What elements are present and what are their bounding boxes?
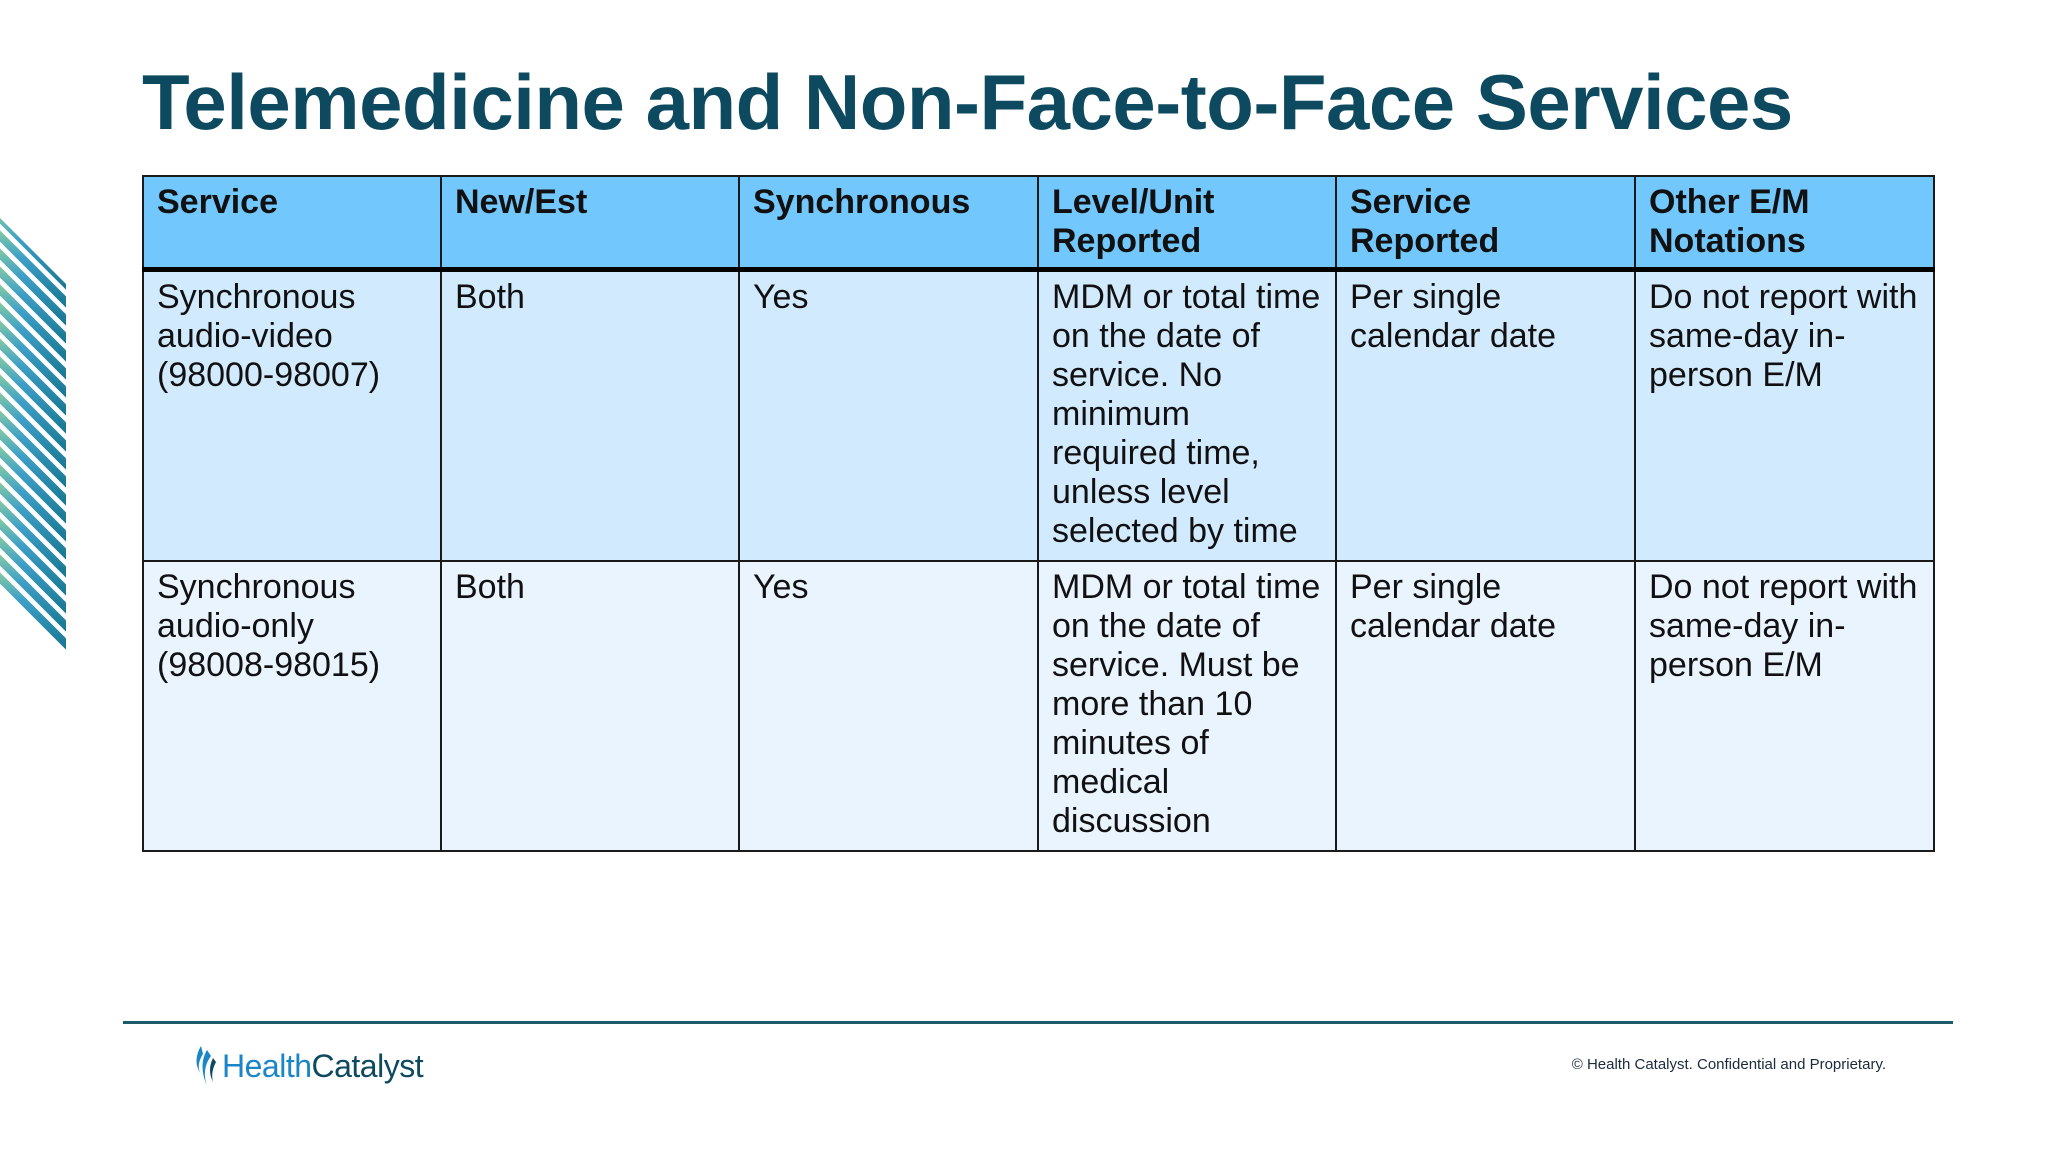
- copyright-notice: © Health Catalyst. Confidential and Proprietary.: [1571, 1056, 1886, 1073]
- cell-synchronous: Yes: [739, 561, 1038, 851]
- header-synchronous: Synchronous: [739, 176, 1038, 270]
- cell-service-reported: Per single calendar date: [1336, 561, 1635, 851]
- header-level-unit-reported: Level/Unit Reported: [1038, 176, 1336, 270]
- header-other-em-notations: Other E/M Notations: [1635, 176, 1934, 270]
- cell-other-em: Do not report with same-day in-person E/M: [1635, 561, 1934, 851]
- cell-other-em: Do not report with same-day in-person E/M: [1635, 270, 1934, 562]
- cell-service: Synchronous audio-only (98008-98015): [143, 561, 441, 851]
- footer-divider: [123, 1021, 1953, 1024]
- header-service: Service: [143, 176, 441, 270]
- header-new-est: New/Est: [441, 176, 739, 270]
- cell-service-reported: Per single calendar date: [1336, 270, 1635, 562]
- health-catalyst-logo: [192, 1043, 423, 1089]
- cell-synchronous: Yes: [739, 270, 1038, 562]
- cell-service: Synchronous audio-video (98000-98007): [143, 270, 441, 562]
- table-row: [143, 561, 1934, 851]
- services-table: [142, 175, 1935, 852]
- table-row: [143, 270, 1934, 562]
- slide-title: Telemedicine and Non-Face-to-Face Services: [142, 58, 1793, 146]
- cell-new-est: Both: [441, 270, 739, 562]
- header-service-reported: Service Reported: [1336, 176, 1635, 270]
- logo-text-health: Health: [222, 1047, 312, 1084]
- cell-level-unit: MDM or total time on the date of service. No minimum required time, unless level selected by time: [1038, 270, 1336, 562]
- cell-new-est: Both: [441, 561, 739, 851]
- flame-logo-icon: [192, 1044, 218, 1088]
- logo-text-catalyst: Catalyst: [311, 1047, 424, 1084]
- table-header-row: [143, 176, 1934, 270]
- diagonal-stripes-icon: [0, 218, 66, 652]
- cell-level-unit: MDM or total time on the date of service. Must be more than 10 minutes of medical discussion: [1038, 561, 1336, 851]
